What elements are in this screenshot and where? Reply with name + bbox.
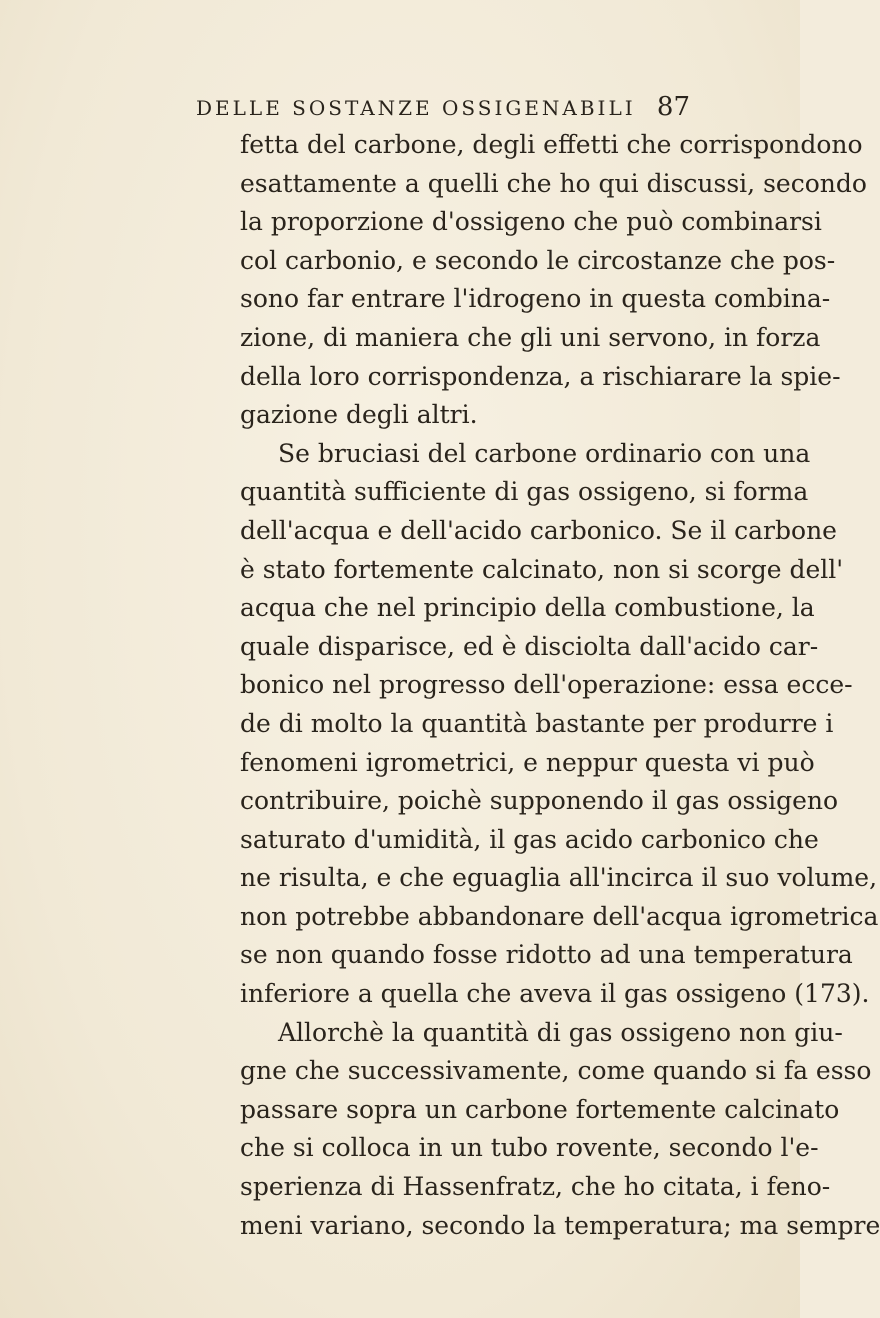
text-line: fenomeni igrometrici, e neppur questa vi può (240, 747, 815, 777)
text-line: sono far entrare l'idrogeno in questa combina- (240, 284, 831, 314)
page-number: 87 (656, 92, 690, 122)
paragraph-end-line: gazione degli altri. (240, 400, 478, 430)
text-line: passare sopra un carbone fortemente calcinato (240, 1094, 840, 1124)
text-line: bonico nel progresso dell'operazione: essa ecce- (240, 670, 853, 700)
text-line: dell'acqua e dell'acido carbonico. Se il carbone (240, 515, 837, 545)
text-line: che si colloca in un tubo rovente, secondo l'e- (240, 1133, 819, 1163)
text-line: della loro corrispondenza, a rischiarare la spie- (240, 361, 841, 391)
text-line: de di molto la quantità bastante per produrre i (240, 708, 834, 738)
body-text (240, 126, 880, 1245)
text-line: inferiore a quella che aveva il gas ossigeno (173). (240, 979, 870, 1009)
text-line: sperienza di Hassenfratz, che ho citata, i feno- (240, 1172, 831, 1202)
text-line: saturato d'umidità, il gas acido carbonico che (240, 824, 819, 854)
paragraph-start-line: Allorchè la quantità di gas ossigeno non giu- (278, 1017, 843, 1047)
text-line: acqua che nel principio della combustione, la (240, 593, 815, 623)
text-line: la proporzione d'ossigeno che può combinarsi (240, 207, 822, 237)
text-line: col carbonio, e secondo le circostanze che pos- (240, 245, 836, 275)
text-line: se non quando fosse ridotto ad una temperatura (240, 940, 853, 970)
text-line: zione, di maniera che gli uni servono, in forza (240, 322, 821, 352)
text-line: meni variano, secondo la temperatura; ma sempre (240, 1210, 880, 1240)
text-line: non potrebbe abbandonare dell'acqua igrometrica (240, 901, 879, 931)
running-title: DELLE SOSTANZE OSSIGENABILI (196, 96, 636, 120)
page-header (196, 92, 690, 126)
text-line: esattamente a quelli che ho qui discussi, secondo (240, 168, 867, 198)
text-line: fetta del carbone, degli effetti che corrispondono (240, 130, 863, 159)
paragraph-start-line: Se bruciasi del carbone ordinario con una (278, 438, 811, 468)
text-line: gne che successivamente, come quando si fa esso (240, 1056, 872, 1086)
text-line: contribuire, poichè supponendo il gas ossigeno (240, 786, 839, 816)
text-line: quantità sufficiente di gas ossigeno, si forma (240, 477, 809, 507)
text-line: ne risulta, e che eguaglia all'incirca il suo volume, (240, 863, 878, 893)
text-line: quale disparisce, ed è disciolta dall'acido car- (240, 631, 819, 661)
text-line: è stato fortemente calcinato, non si scorge dell' (240, 554, 844, 584)
